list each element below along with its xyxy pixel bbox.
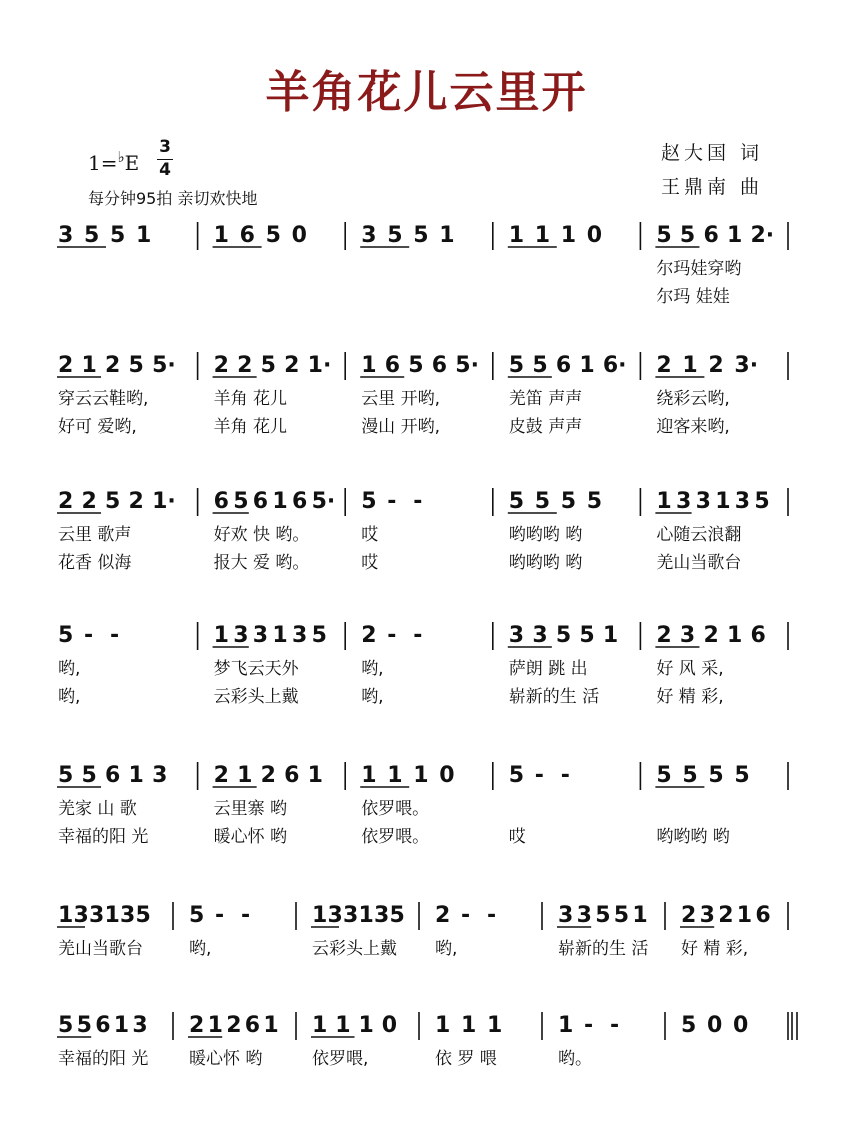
time-signature-top: 3 [159,137,171,157]
note: 1 [113,1013,130,1038]
note: 6 [244,1013,261,1038]
note: 3 [233,623,249,648]
note: 1 [534,223,551,248]
note: 5 [389,903,405,928]
note: 3 [89,903,105,928]
note: 2 [260,763,276,788]
note: 6 [284,763,300,788]
note: 6 [105,763,121,788]
note: 5· [455,353,479,378]
song-title: 羊角花儿云里开 [265,67,588,118]
note: 3 [374,903,390,928]
lyric-verse-2: 皮鼓 声声 [508,417,583,437]
lyric-verse-1: 绕彩云哟, [656,389,730,409]
tempo-marking: 每分钟95拍 亲切欢快地 [88,189,258,208]
note: 3 [327,903,343,928]
note: 1 [508,223,525,248]
note: 1 [726,623,743,648]
lyric-verse-2: 幸福的阳 光 [58,827,149,847]
note: 1 [263,1013,279,1038]
note: 3 [252,623,269,648]
note: 3 [132,1013,148,1038]
lyric-verse-2: 哟哟哟 哟 [508,553,583,573]
note: 1 [715,489,731,514]
key-prefix: 1= [88,151,118,175]
lyric-verse-1: 哎 [361,525,379,545]
note: 0 [381,1013,398,1038]
lyric-verse-1: 萨朗 跳 出 [508,659,588,679]
lyric-verse-1: 穿云云鞋哟, [58,389,149,409]
note: 1 [487,1013,503,1038]
note: 3 [58,223,74,248]
lyric-verse-1: 云里 开哟, [361,389,441,409]
note: 2 [105,353,121,378]
note: 5 [58,1013,74,1038]
note: - [413,623,423,648]
note: 1 [558,1013,574,1038]
note: 5 [708,763,724,788]
note: 1 [272,623,288,648]
note: 5 [81,763,97,788]
note: 1 [632,903,648,928]
note: 5 [260,353,276,378]
note: - [84,623,94,648]
lyric-verse-1: 暖心怀 哟 [189,1049,263,1069]
note: 1 [560,223,577,248]
note: 1· [307,353,332,378]
note: 1 [81,353,97,378]
note: 2 [435,903,451,928]
note: 1 [307,763,323,788]
note: 1 [213,623,229,648]
note: 2 [718,903,734,928]
lyric-verse-1: 羌笛 声声 [508,389,583,409]
note: 3 [361,223,377,248]
note: 1 [104,903,120,928]
note: - [560,763,570,788]
lyric-verse-2: 暖心怀 哟 [213,827,288,847]
lyric-verse-1: 好 精 彩, [681,939,749,959]
note: - [584,1013,594,1038]
note: 5 [579,623,595,648]
note: 5 [734,763,750,788]
note: 6 [703,223,719,248]
note: 2 [213,353,229,378]
note: 3 [152,763,168,788]
note: 3 [558,903,574,928]
note: 2 [681,903,697,928]
lyric-verse-1: 哟。 [558,1049,592,1069]
note: 5 [265,223,281,248]
note: 2· [750,223,775,248]
note: 3 [676,489,692,514]
note: 3 [699,903,715,928]
note: 1 [736,903,753,928]
lyric-verse-1: 云里 歌声 [58,525,132,545]
note: 3 [734,489,751,514]
note: 2 [226,1013,242,1038]
note: 6 [252,489,269,514]
note: 5 [681,1013,697,1038]
note: 2 [656,353,672,378]
note: 5 [555,623,572,648]
note: 2 [656,623,672,648]
note: - [610,1013,620,1038]
note: - [110,623,120,648]
note: 1 [335,1013,351,1038]
note: 2 [189,1013,205,1038]
note: 3 [679,623,696,648]
note: 1 [435,1013,451,1038]
lyricist-credit: 赵大国 词 [660,142,763,164]
note: 5 [534,489,551,514]
note: 0 [733,1013,749,1038]
note: 1 [579,353,595,378]
note: 6 [239,223,255,248]
lyric-verse-1: 好欢 快 哟。 [213,525,310,545]
note: 3 [508,623,525,648]
note: 6 [213,489,229,514]
note: 5 [656,223,672,248]
flat-sign: ♭ [117,148,125,166]
note: 6 [384,353,401,378]
note: 5 [128,353,144,378]
note: 1 [213,223,229,248]
note: 6 [95,1013,111,1038]
note: 5 [532,353,548,378]
note: 2 [284,353,300,378]
note: 5 [311,623,327,648]
note: 3 [292,623,308,648]
lyric-verse-2: 迎客来哟, [656,417,730,437]
note: 2 [58,353,74,378]
note: 5 [508,489,525,514]
note: 2 [81,489,97,514]
note: 5 [361,489,377,514]
composer-credit: 王鼎南 曲 [660,176,763,198]
lyric-verse-1: 哟, [361,659,384,679]
note: 5 [105,489,121,514]
note: - [487,903,497,928]
lyric-verse-2: 好 精 彩, [656,687,724,707]
lyric-verse-1: 崭新的生 活 [558,939,649,959]
note: 5 [110,223,126,248]
note: 5 [595,903,611,928]
note: 5 [560,489,577,514]
note: 5 [613,903,630,928]
note: 5· [152,353,176,378]
lyric-verse-1: 哟, [189,939,212,959]
lyric-verse-2: 哟, [361,687,384,707]
note: 1 [136,223,152,248]
note: 2 [58,489,74,514]
note: 3 [532,623,548,648]
note: - [413,489,423,514]
note: 1 [461,1013,477,1038]
key-note: E [124,151,140,175]
lyric-verse-1: 幸福的阳 光 [58,1049,149,1069]
note: 5 [387,223,403,248]
lyric-verse-2: 漫山 开哟, [361,417,441,437]
lyric-verse-1: 依罗喂, [312,1049,369,1069]
note: 6 [755,903,771,928]
note: 1 [207,1013,223,1038]
lyric-verse-2: 哟哟哟 哟 [656,827,730,847]
note: 5 [135,903,151,928]
note: 1 [128,763,144,788]
note: 6 [431,353,448,378]
lyric-verse-1: 羌山当歌台 [58,939,143,959]
note: 5 [84,223,100,248]
note: 1 [358,1013,374,1038]
note: 1 [312,1013,328,1038]
note: - [215,903,225,928]
note: 1 [602,623,619,648]
note: 5 [413,223,429,248]
note: 5 [682,763,698,788]
note: 1 [682,353,698,378]
lyric-verse-2: 崭新的生 活 [508,687,600,707]
note: 1 [413,763,429,788]
lyric-verse-1: 依 罗 喂 [435,1049,497,1069]
note: 0 [586,223,603,248]
note: 5 [58,623,74,648]
lyric-verse-1: 梦飞云天外 [213,659,299,679]
note: 3 [695,489,711,514]
lyric-verse-1: 羊角 花儿 [213,389,288,409]
lyric-verse-1: 心随云浪翻 [656,525,742,545]
note: 1 [726,223,743,248]
lyric-verse-1: 云彩头上戴 [312,939,397,959]
note: 0 [439,763,455,788]
note: 5 [754,489,770,514]
note: 1 [439,223,455,248]
note: 5 [508,353,525,378]
lyric-verse-1: 哟, [435,939,458,959]
lyric-verse-2: 羊角 花儿 [213,417,288,437]
lyric-verse-2: 哎 [508,827,526,847]
note: 1 [387,763,403,788]
note: - [534,763,544,788]
lyric-verse-2: 尔玛 娃娃 [656,287,730,307]
note: - [387,489,397,514]
lyric-verse-1: 哟, [58,659,81,679]
note: 1 [358,903,374,928]
note: 1 [361,763,377,788]
lyric-verse-1: 依罗喂。 [361,799,430,819]
time-signature-bottom: 4 [159,160,171,180]
note: 2 [703,623,719,648]
lyric-verse-1: 好 风 采, [656,659,724,679]
note: 5 [508,763,525,788]
note: 1 [312,903,328,928]
note: 5 [189,903,205,928]
note: 5 [58,763,74,788]
note: 5 [586,489,603,514]
note: 2 [237,353,253,378]
note: 3 [343,903,359,928]
lyric-verse-1: 哟哟哟 哟 [508,525,583,545]
note: 2 [128,489,144,514]
note: 2 [708,353,724,378]
lyric-verse-2: 好可 爱哟, [58,417,137,437]
note: 6· [602,353,627,378]
lyric-verse-1: 羌家 山 歌 [58,799,137,819]
note: 1 [272,489,288,514]
note: 3· [734,353,759,378]
note: 5 [656,763,672,788]
note: 2 [213,763,229,788]
lyric-verse-2: 花香 似海 [58,553,132,573]
note: 5· [311,489,336,514]
note: 0 [291,223,307,248]
note: 6 [555,353,572,378]
note: 6 [292,489,308,514]
note: 5 [233,489,249,514]
note: 3 [73,903,89,928]
lyric-verse-2: 报大 爱 哟。 [213,553,310,573]
note: 6 [750,623,766,648]
lyric-verse-2: 羌山当歌台 [656,553,742,573]
lyric-verse-2: 哟, [58,687,81,707]
note: 1· [152,489,176,514]
note: 3 [576,903,592,928]
note: - [387,623,397,648]
lyric-verse-2: 云彩头上戴 [213,687,299,707]
note: 5 [679,223,696,248]
note: 3 [120,903,136,928]
note: 1 [361,353,377,378]
lyric-verse-2: 哎 [361,553,379,573]
lyric-verse-2: 依罗喂。 [361,827,430,847]
lyric-verse-1: 云里寨 哟 [213,799,288,819]
note: 1 [237,763,253,788]
note: 0 [707,1013,723,1038]
note: 5 [408,353,424,378]
note: 2 [361,623,377,648]
note: - [461,903,471,928]
note: 5 [76,1013,92,1038]
note: 1 [656,489,672,514]
note: 1 [58,903,74,928]
note: - [241,903,251,928]
lyric-verse-1: 尔玛娃穿哟 [656,259,742,279]
